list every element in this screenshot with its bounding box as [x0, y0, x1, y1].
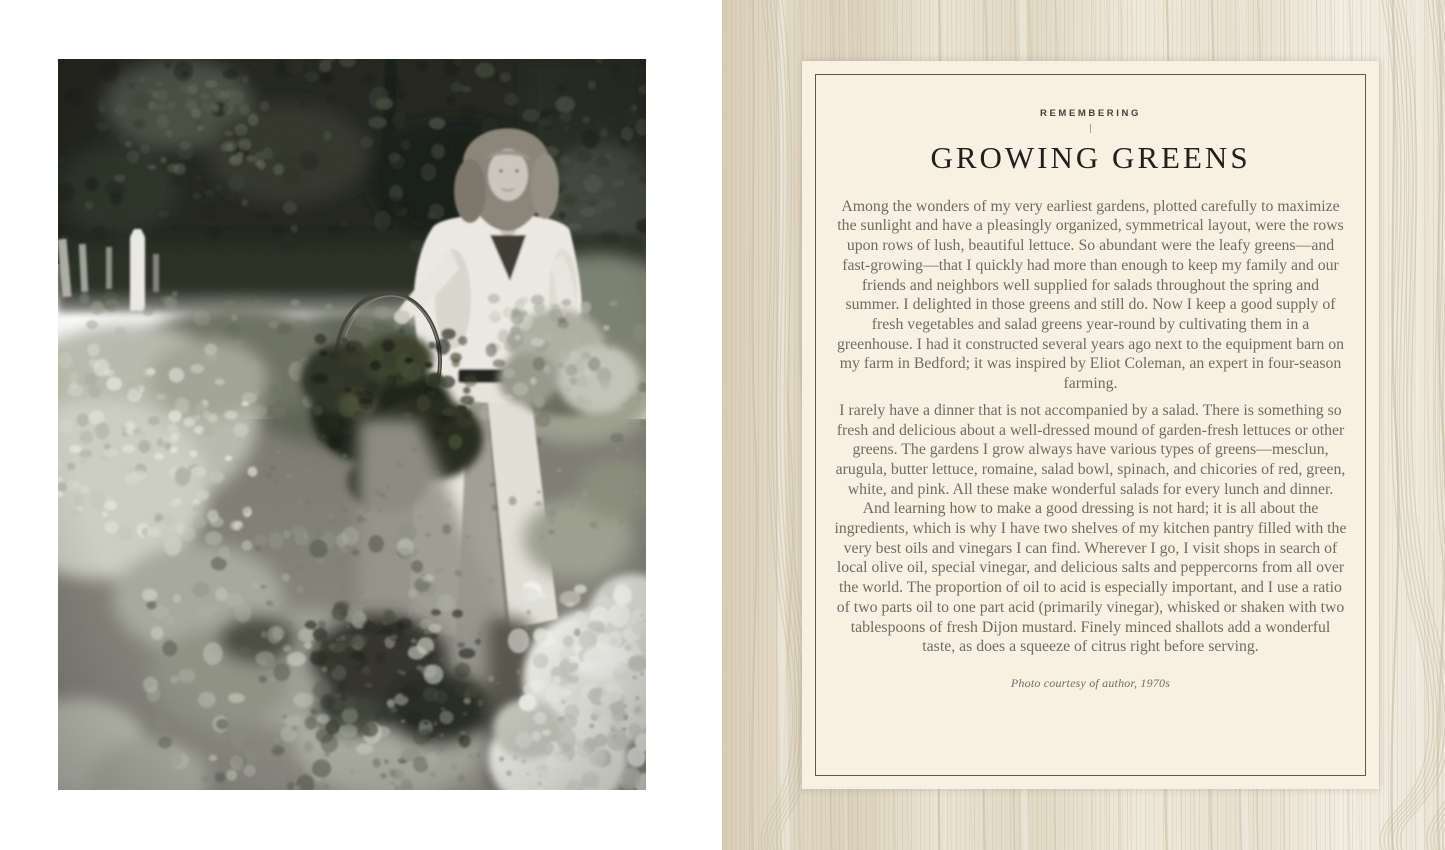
- section-eyebrow: REMEMBERING: [1040, 108, 1141, 119]
- content-panel: [802, 61, 1379, 789]
- panel-content: [816, 75, 1365, 775]
- body-copy: [835, 197, 1347, 657]
- section-divider-tick: [1090, 124, 1091, 133]
- body-paragraph-2: I rarely have a dinner that is not accompanied by a salad. There is something so fresh and delicious about a well-dressed mound of garden-fresh lettuces or other greens. The gardens I grow always have various types of greens—mesclun, arugula, butter lettuce, romaine, salad bowl, spinach, and chicories of red, green, white, and pink. All these make wonderful salads for every lunch and dinner. And learning how to make a good dressing is not hard; it is all about the ingredients, which is why I have two shelves of my kitchen pantry filled with the very best oils and vinegars I can find. Wherever I go, I visit shops in search of local olive oil, special vinegar, and delicious salts and peppercorns from all over the world. The proportion of oil to acid is especially important, and I use a ratio of two parts oil to one part acid (primarily vinegar), whisked or shaken with two tablespoons of fresh Dijon mustard. Finely minced shallots add a wonderful taste, as does a squeeze of citrus right before serving.: [834, 401, 1347, 656]
- garden-photo: [58, 59, 646, 790]
- body-paragraph-1: Among the wonders of my very earliest gardens, plotted carefully to maximize the sunlight and have a pleasingly organized, symmetrical layout, were the rows upon rows of lush, beautiful lettuce. So abundant were the leafy greens—and fast-growing—that I quickly had more than enough to keep my family and our friends and neighbors well supplied for salads throughout the spring and summer. I delighted in those greens and still do. Now I keep a good supply of fresh vegetables and salad greens year-round by cultivating them in a greenhouse. I had it constructed several years ago next to the equipment barn on my farm in Bedford; it was inspired by Eliot Coleman, an expert in four-season farming.: [836, 197, 1345, 393]
- photo-caption: Photo courtesy of author, 1970s: [1010, 675, 1171, 690]
- garden-photo-illustration: [58, 59, 646, 790]
- page-title: GROWING GREENS: [930, 140, 1251, 175]
- right-page: [722, 0, 1445, 850]
- left-page: [0, 0, 722, 850]
